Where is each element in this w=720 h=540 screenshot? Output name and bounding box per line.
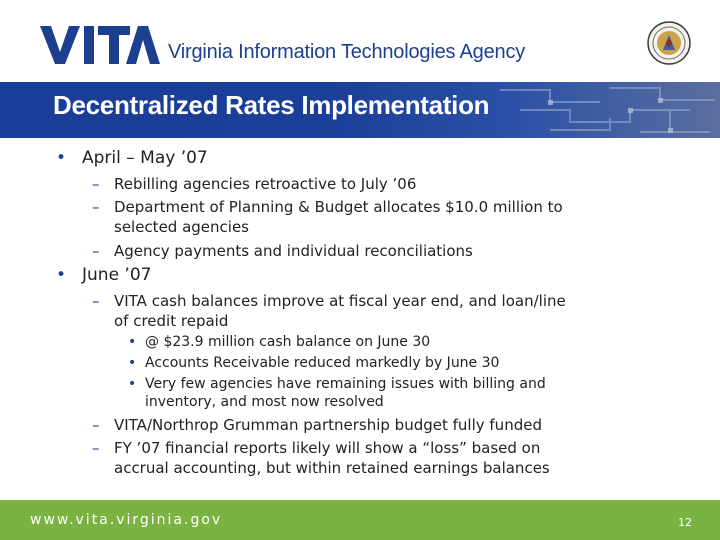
sub-bullet-text: Department of Planning & Budget allocates $10.0 million to (114, 198, 563, 216)
sub-bullet-text-continued: selected agencies (114, 218, 249, 236)
bullet-dot-icon: • (56, 265, 67, 285)
dash-marker-icon: – (92, 242, 100, 260)
third-level-text-continued: inventory, and most now resolved (145, 394, 384, 410)
agency-name: Virginia Information Technologies Agency (168, 41, 526, 63)
vita-logo (40, 26, 160, 64)
footer-url: www.vita.virginia.gov (30, 512, 223, 528)
sub-bullet-text: Agency payments and individual reconciliations (114, 242, 473, 260)
sub-bullet-text: VITA/Northrop Grumman partnership budget fully funded (114, 416, 542, 434)
dash-marker-icon: – (92, 439, 100, 457)
third-level-text: Accounts Receivable reduced markedly by June 30 (145, 355, 500, 371)
slide-title: Decentralized Rates Implementation (53, 90, 490, 120)
footer (0, 500, 720, 540)
sub-bullet-text: Rebilling agencies retroactive to July ’06 (114, 175, 417, 193)
bullet-dot-icon: • (128, 355, 137, 371)
sub-bullet-text: FY ’07 financial reports likely will show a “loss” based on (114, 439, 541, 457)
sub-bullet-text-continued: accrual accounting, but within retained earnings balances (114, 459, 550, 477)
circuit-pattern (490, 82, 720, 138)
sub-bullet-text-continued: of credit repaid (114, 312, 229, 330)
dash-marker-icon: – (92, 198, 100, 216)
bullet-dot-icon: • (56, 148, 67, 168)
virginia-state-seal-icon (646, 20, 692, 66)
bullet-dot-icon: • (128, 376, 137, 392)
third-level-text: @ $23.9 million cash balance on June 30 (145, 334, 431, 350)
third-level-text: Very few agencies have remaining issues with billing and (145, 376, 546, 392)
dash-marker-icon: – (92, 175, 100, 193)
bullet-text: June ’07 (82, 265, 152, 285)
dash-marker-icon: – (92, 292, 100, 310)
dash-marker-icon: – (92, 416, 100, 434)
page-number: 12 (678, 516, 692, 529)
sub-bullet-text: VITA cash balances improve at fiscal year end, and loan/line (114, 292, 566, 310)
header (0, 0, 720, 82)
bullet-dot-icon: • (128, 334, 137, 350)
bullet-text: April – May ’07 (82, 148, 208, 168)
